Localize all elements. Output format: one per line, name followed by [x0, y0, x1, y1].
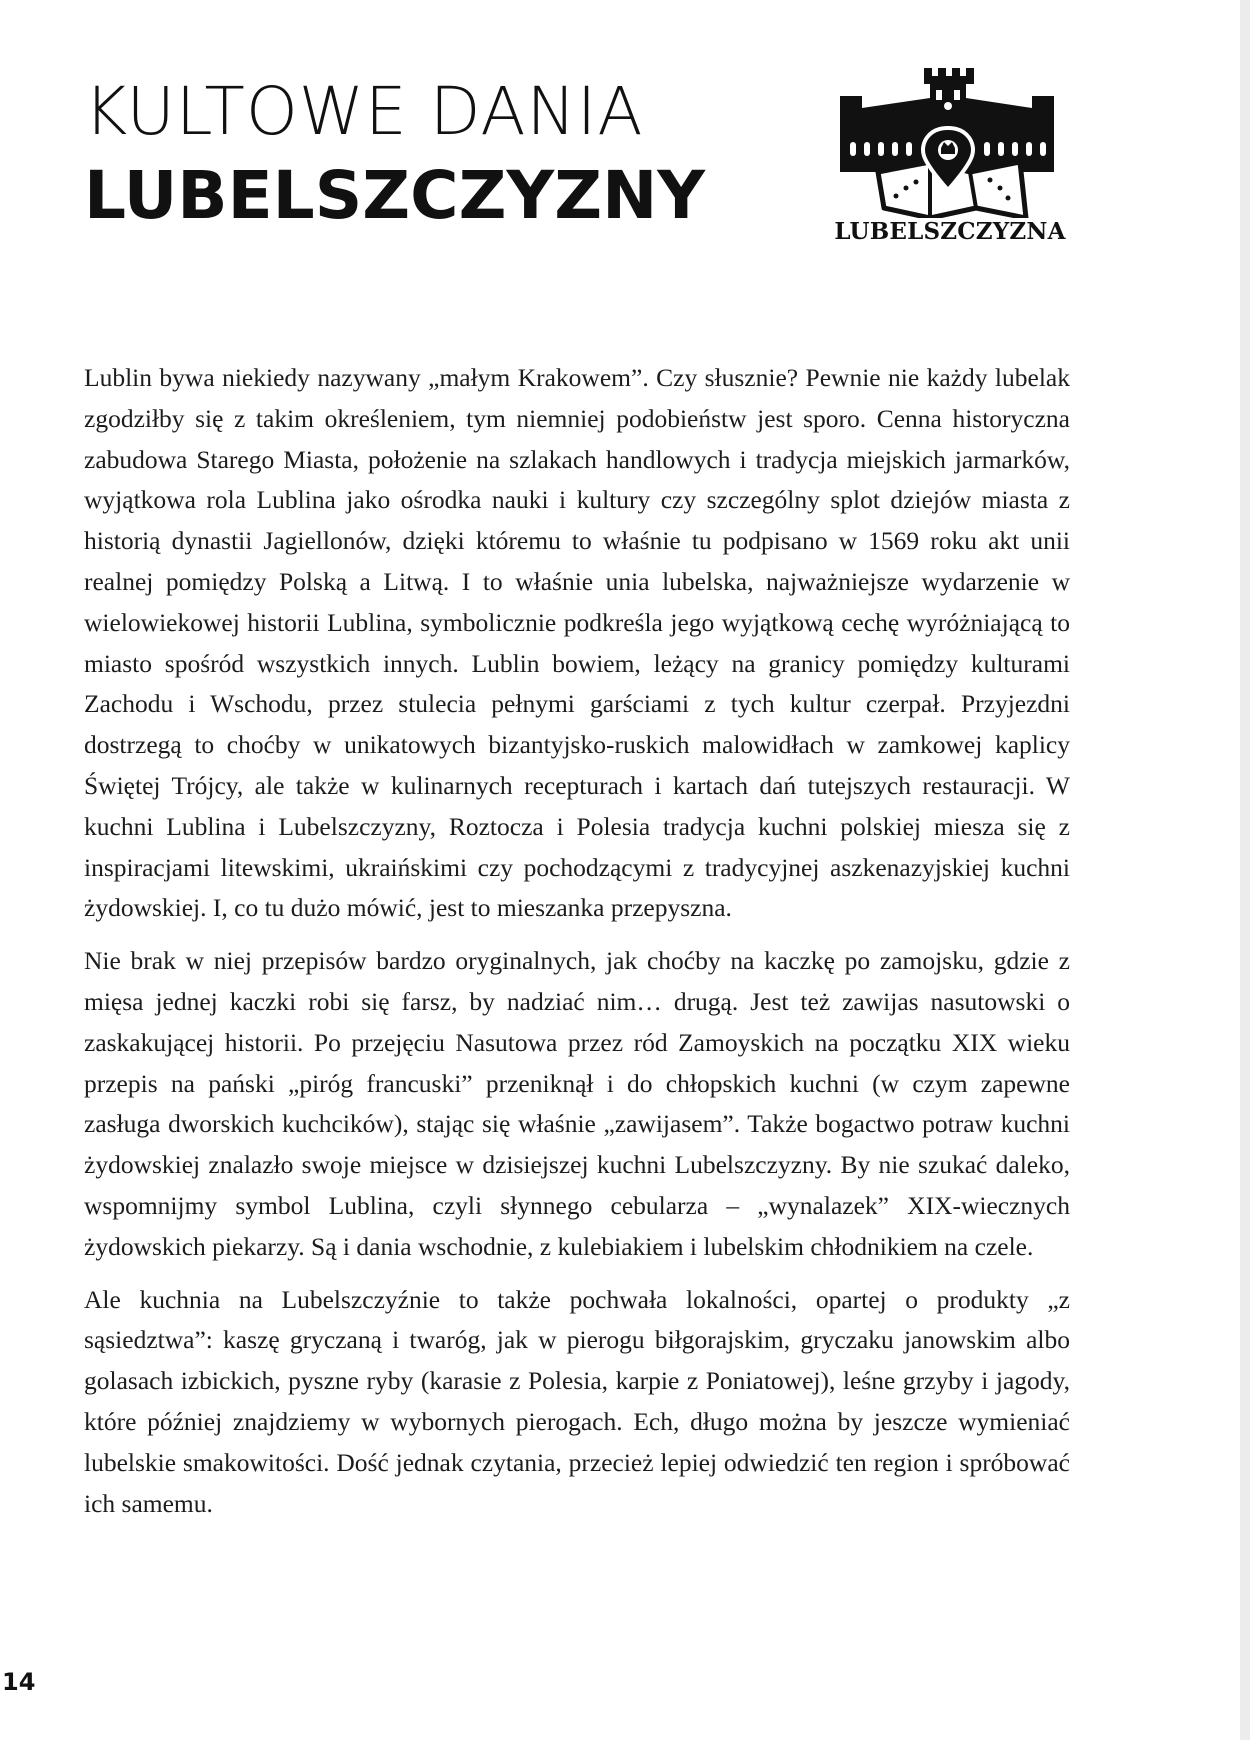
paragraph: Nie brak w niej przepisów bardzo oryginalnych, jak choćby na kaczkę po zamojsku, gdzie z mięsa jednej kaczki robi się farsz, by nadziać nim… drugą. Jest też zawijas nasutowski o zaskakującej historii. Po przejęciu Nasutowa przez ród Zamoyskich na początku XIX wieku przepis na pański „piróg francuski” przeniknął i do chłopskich kuchni (w czym zapewne zasługa dworskich kuchcików), stając się właśnie „zawijasem”. Także bogactwo potraw kuchni żydowskiej znalazło swoje miejsce w dzisiejszej kuchni Lubelszczyzny. By nie szukać daleko, wspomnijmy symbol Lublina, czyli słynnego cebularza – „wynalazek” XIX-wiecznych żydowskich piekarzy. Są i dania wschodnie, z kulebiakiem i lubelskim chłodnikiem na czele.: [84, 946, 1070, 1261]
page-title: [84, 70, 705, 238]
region-logo: [820, 68, 1080, 258]
article-body: [84, 358, 1070, 1536]
page-number: 14: [2, 1668, 36, 1696]
logo-text: LUBELSZCZYZNA: [834, 218, 1066, 245]
title-line-2: LUBELSZCZYZNY: [84, 157, 706, 234]
paragraph: Lublin bywa niekiedy nazywany „małym Krakowem”. Czy słusznie? Pewnie nie każdy lubelak zgodziłby się z takim określeniem, tym niemniej podobieństw jest sporo. Cenna historyczna zabudowa Starego Miasta, położenie na szlakach handlowych i tradycja miejskich jarmarków, wyjątkowa rola Lublina jako ośrodka nauki i kultury czy szczególny splot dziejów miasta z historią dynastii Jagiellonów, dzięki któremu to właśnie tu podpisano w 1569 roku akt unii realnej pomiędzy Polską a Litwą. I to właśnie unia lubelska, najważniejsze wydarzenie w wielowiekowej historii Lublina, symbolicznie podkreśla jego wyjątkową cechę wyróżniającą to miasto spośród wszystkich innych. Lublin bowiem, leżący na granicy pomiędzy kulturami Zachodu i Wschodu, przez stulecia pełnymi garściami z tych kultur czerpał. Przyjezdni dostrzegą to choćby w unikatowych bizantyjsko-ruskich malowidłach w zamkowej kaplicy Świętej Trójcy, ale także w kulinarnych recepturach i kartach dań tutejszych restauracji. W kuchni Lublina i Lubelszczyzny, Roztocza i Polesia tradycja kuchni polskiej miesza się z inspiracjami litewskimi, ukraińskimi czy pochodzącymi z tradycyjnej aszkenazyjskiej kuchni żydowskiej. I, co tu dużo mówić, jest to mieszanka przepyszna.: [84, 363, 1070, 923]
castle-map-pin-icon: [820, 68, 1080, 218]
paragraph: Ale kuchnia na Lubelszczyźnie to także pochwała lokalności, opartej o produkty „z sąsiedztwa”: kaszę gryczaną i twaróg, jak w pierogu biłgorajskim, gryczaku janowskim albo golasach izbickich, pyszne ryby (karasie z Polesia, karpie z Poniatowej), leśne grzyby i jagody, które później znajdziemy w wybornych pierogach. Ech, długo można by jeszcze wymieniać lubelskie smakowitości. Dość jednak czytania, przecież lepiej odwiedzić ten region i spróbować ich samemu.: [84, 1284, 1070, 1518]
title-line-1: KULTOWE DANIA: [84, 73, 644, 150]
page-edge: [1240, 0, 1250, 1740]
